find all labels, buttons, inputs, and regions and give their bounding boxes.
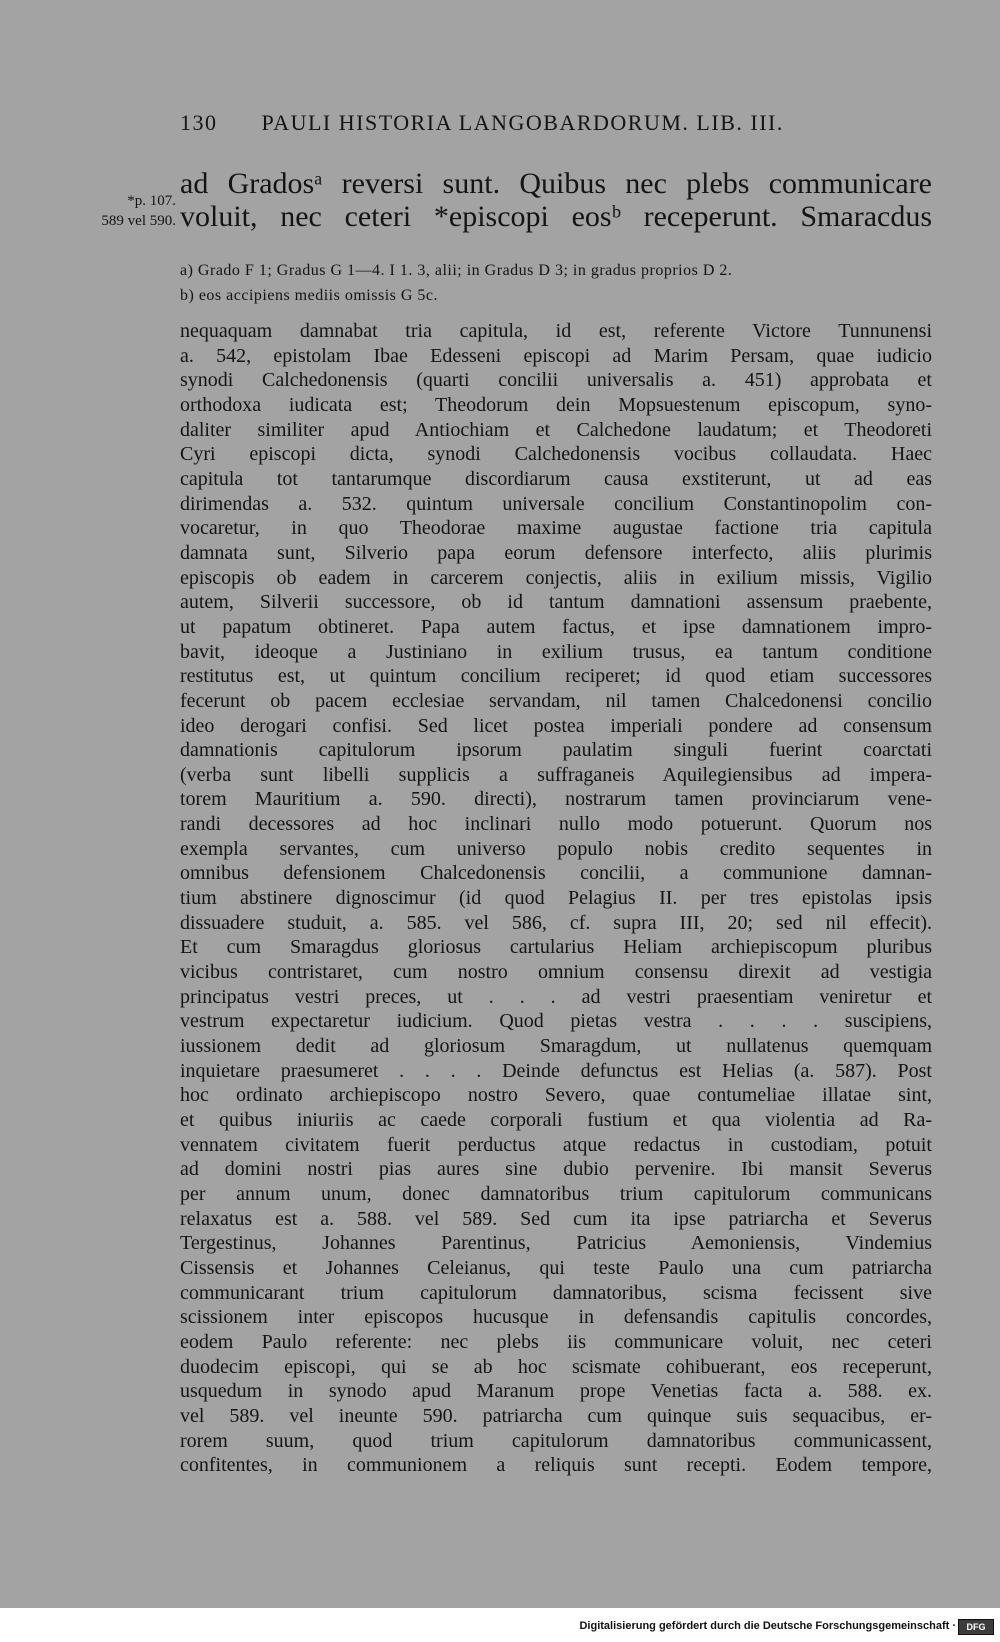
commentary-line: daliter similiter apud Antiochiam et Calchedone laudatum; et Theodoreti [180, 418, 932, 441]
commentary-line: a. 542, epistolam Ibae Edesseni episcopi ad Marim Persam, quae iudicio [180, 344, 932, 367]
dfg-logo: DFG [958, 1619, 994, 1635]
commentary-line: Cissensis et Johannes Celeianus, qui teste Paulo una cum patriarcha [180, 1256, 932, 1279]
commentary-line: capitula tot tantarumque discordiarum causa exstiterunt, ut ad eas [180, 467, 932, 490]
commentary-line: vicibus contristaret, cum nostro omnium consensu direxit ad vestigia [180, 961, 932, 984]
commentary-line: scissionem inter episcopos hucusque in defensandis capitulis concordes, [180, 1306, 932, 1329]
critical-apparatus [180, 258, 932, 308]
apparatus-note-b: b) eos accipiens mediis omissis G 5c. [180, 287, 439, 304]
commentary-line: confitentes, in communionem a reliquis sunt recepti. Eodem tempore, [180, 1454, 932, 1477]
commentary-line: dissuadere studuit, a. 585. vel 586, cf. supra III, 20; sed nil effecit). [180, 911, 932, 934]
commentary-line: autem, Silverii successore, ob id tantum damnationi assensum praebente, [180, 591, 932, 614]
commentary-line: Cyri episcopi dicta, synodi Calchedonensis vocibus collaudata. Haec [180, 443, 932, 466]
commentary-line: Tergestinus, Johannes Parentinus, Patricius Aemoniensis, Vindemius [180, 1232, 932, 1255]
commentary-line: restitutus est, ut quintum concilium reciperet; id quod etiam successores [180, 665, 932, 688]
commentary-line: ideo derogari confisi. Sed licet postea imperiali pondere ad consensum [180, 714, 932, 737]
commentary-line: synodi Calchedonensis (quarti concilii universalis a. 451) approbata et [180, 369, 932, 392]
commentary-line: tium abstinere dignoscimur (id quod Pelagius II. per tres epistolas ipsis [180, 887, 932, 910]
commentary-line: ad domini nostri pias aures sine dubio pervenire. Ibi mansit Severus [180, 1158, 932, 1181]
commentary-line: et quibus iniuriis ac caede corporali fustium et qua violentia ad Ra- [180, 1109, 932, 1131]
commentary-line: Et cum Smaragdus gloriosus cartularius Heliam archiepiscopum pluribus [180, 936, 932, 959]
commentary-line: per annum unum, donec damnatoribus trium capitulorum communicans [180, 1182, 932, 1205]
commentary-line: bavit, ideoque a Justiniano in exilium trusus, ea tantum conditione [180, 640, 932, 663]
commentary-line: inquietare praesumeret . . . . Deinde defunctus est Helias (a. 587). Post [180, 1059, 932, 1082]
commentary-line: dirimendas a. 532. quintum universale concilium Constantinopolim con- [180, 492, 932, 515]
running-head [180, 110, 880, 136]
main-text-line: ad Gradosᵃ reversi sunt. Quibus nec plebs communicare [180, 167, 932, 200]
main-text-line: voluit, nec ceteri *episcopi eosᵇ receperunt. Smaracdus [180, 200, 932, 233]
commentary-line: orthodoxa iudicata est; Theodorum dein Mopsuestenum episcopum, syno- [180, 393, 932, 416]
commentary-line: episcopis ob eadem in carcerem conjectis, aliis in exilium missis, Vigilio [180, 566, 932, 589]
commentary-line: torem Mauritium a. 590. directi), nostrarum tamen provinciarum vene- [180, 788, 932, 811]
margin-page-reference: *p. 107. [127, 193, 176, 209]
commentary-line: damnata sunt, Silverio papa eorum defensore interfecto, aliis plurimis [180, 541, 932, 564]
commentary-line: exempla servantes, cum universo populo nobis credito sequentes in [180, 837, 932, 860]
commentary-line: usquedum in synodo apud Maranum prope Venetias facta a. 588. ex. [180, 1380, 932, 1403]
apparatus-note-a: a) Grado F 1; Gradus G 1—4. I 1. 3, alii; in Gradus D 3; in gradus proprios D 2. [180, 262, 733, 279]
commentary-line: relaxatus est a. 588. vel 589. Sed cum ita ipse patriarcha et Severus [180, 1207, 932, 1230]
commentary-notes [180, 319, 932, 1478]
commentary-line: omnibus defensionem Chalcedonensis concilii, a communione damnan- [180, 862, 932, 885]
footer [0, 1608, 1000, 1642]
commentary-line: communicarant trium capitulorum damnatoribus, scisma fecissent sive [180, 1281, 932, 1304]
commentary-line: vocaretur, in quo Theodorae maxime augustae factione tria capitula [180, 517, 932, 540]
commentary-line: hoc ordinato archiepiscopo nostro Severo, quae contumeliae illatae sint, [180, 1084, 932, 1107]
running-title: PAULI HISTORIA LANGOBARDORUM. LIB. III. [261, 110, 784, 135]
commentary-line: damnationis capitulorum ipsorum paulatim singuli fuerint coarctati [180, 739, 932, 762]
commentary-line: principatus vestri preces, ut . . . ad vestri praesentiam veniretur et [180, 985, 932, 1008]
commentary-line: randi decessores ad hoc inclinari nullo modo potuerunt. Quorum nos [180, 813, 932, 836]
commentary-line: iussionem dedit ad gloriosum Smaragdum, ut nullatenus quemquam [180, 1035, 932, 1058]
commentary-line: (verba sunt libelli supplicis a suffraganeis Aquilegiensibus ad impera- [180, 763, 932, 786]
commentary-line: nequaquam damnabat tria capitula, id est, referente Victore Tunnunensi [180, 320, 932, 342]
commentary-line: fecerunt ob pacem ecclesiae servandam, nil tamen Chalcedonensi concilio [180, 689, 932, 712]
commentary-line: vennatem civitatem fuerit perductus atque redactus in custodiam, potuit [180, 1133, 932, 1156]
page-number: 130 [180, 110, 218, 135]
commentary-line: rorem suum, quod trium capitulorum damnatoribus communicassent, [180, 1429, 932, 1452]
commentary-line: vel 589. vel ineunte 590. patriarcha cum quinque suis sequacibus, er- [180, 1404, 932, 1427]
commentary-line: vestrum expectaretur iudicium. Quod pietas vestra . . . . suscipiens, [180, 1010, 932, 1033]
commentary-line: eodem Paulo referente: nec plebs iis communicare voluit, nec ceteri [180, 1330, 932, 1353]
margin-year-reference: 589 vel 590. [101, 213, 176, 229]
commentary-line: ut papatum obtineret. Papa autem factus, et ipse damnationem impro- [180, 615, 932, 638]
funding-credit: Digitalisierung gefördert durch die Deutsche Forschungsgemeinschaft · [579, 1620, 956, 1632]
commentary-line: duodecim episcopi, qui se ab hoc scismate cohibuerant, eos receperunt, [180, 1355, 932, 1378]
